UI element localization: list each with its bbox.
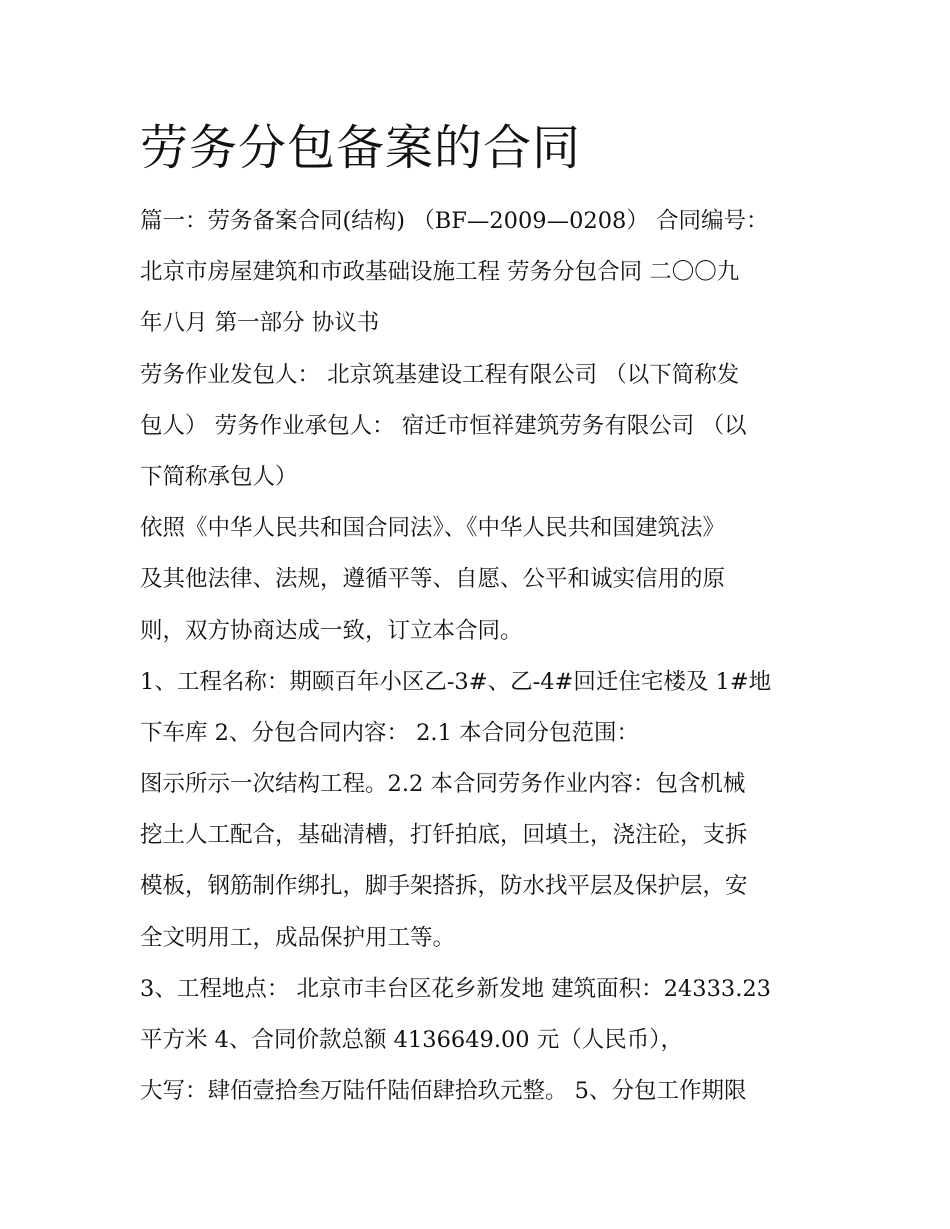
body-line: 模板，钢筋制作绑扎，脚手架搭拆，防水找平层及保护层，安 [140, 873, 748, 900]
body-line: 及其他法律、法规，遵循平等、自愿、公平和诚实信用的原 [140, 566, 726, 593]
document-body [140, 196, 810, 1117]
body-line: 则，双方协商达成一致，订立本合同。 [140, 617, 523, 644]
body-line: 北京市房屋建筑和市政基础设施工程 劳务分包合同 二〇〇九 [140, 259, 740, 286]
body-line: 下车库 2、分包合同内容： 2.1 本合同分包范围： [140, 719, 640, 746]
body-line: 篇一：劳务备案合同(结构) （BF—2009—0208） 合同编号： [140, 208, 769, 234]
body-line: 图示所示一次结构工程。2.2 本合同劳务作业内容：包含机械 [140, 771, 746, 798]
body-line: 下简称承包人） [140, 463, 298, 490]
body-line: 1、工程名称：期颐百年小区乙-3#、乙-4#回迁住宅楼及 1#地 [140, 668, 772, 695]
body-line: 挖土人工配合，基础清槽，打钎拍底，回填土，浇注砼，支拆 [140, 822, 748, 849]
body-line: 依照《中华人民共和国合同法》、《中华人民共和国建筑法》 [140, 515, 726, 542]
body-line: 全文明用工，成品保护用工等。 [140, 924, 456, 951]
body-line: 年八月 第一部分 协议书 [140, 310, 380, 337]
body-line: 大写：肆佰壹拾叁万陆仟陆佰肆拾玖元整。 5、分包工作期限 [140, 1078, 747, 1105]
document-title: 劳务分包备案的合同 [140, 120, 582, 176]
body-line: 3、工程地点： 北京市丰台区花乡新发地 建筑面积：24333.23 [140, 975, 771, 1002]
body-line: 平方米 4、合同价款总额 4136649.00 元（人民币）， [140, 1027, 684, 1053]
body-line: 劳务作业发包人： 北京筑基建设工程有限公司 （以下简称发 [140, 361, 740, 388]
body-line: 包人） 劳务作业承包人： 宿迁市恒祥建筑劳务有限公司 （以 [140, 412, 747, 439]
